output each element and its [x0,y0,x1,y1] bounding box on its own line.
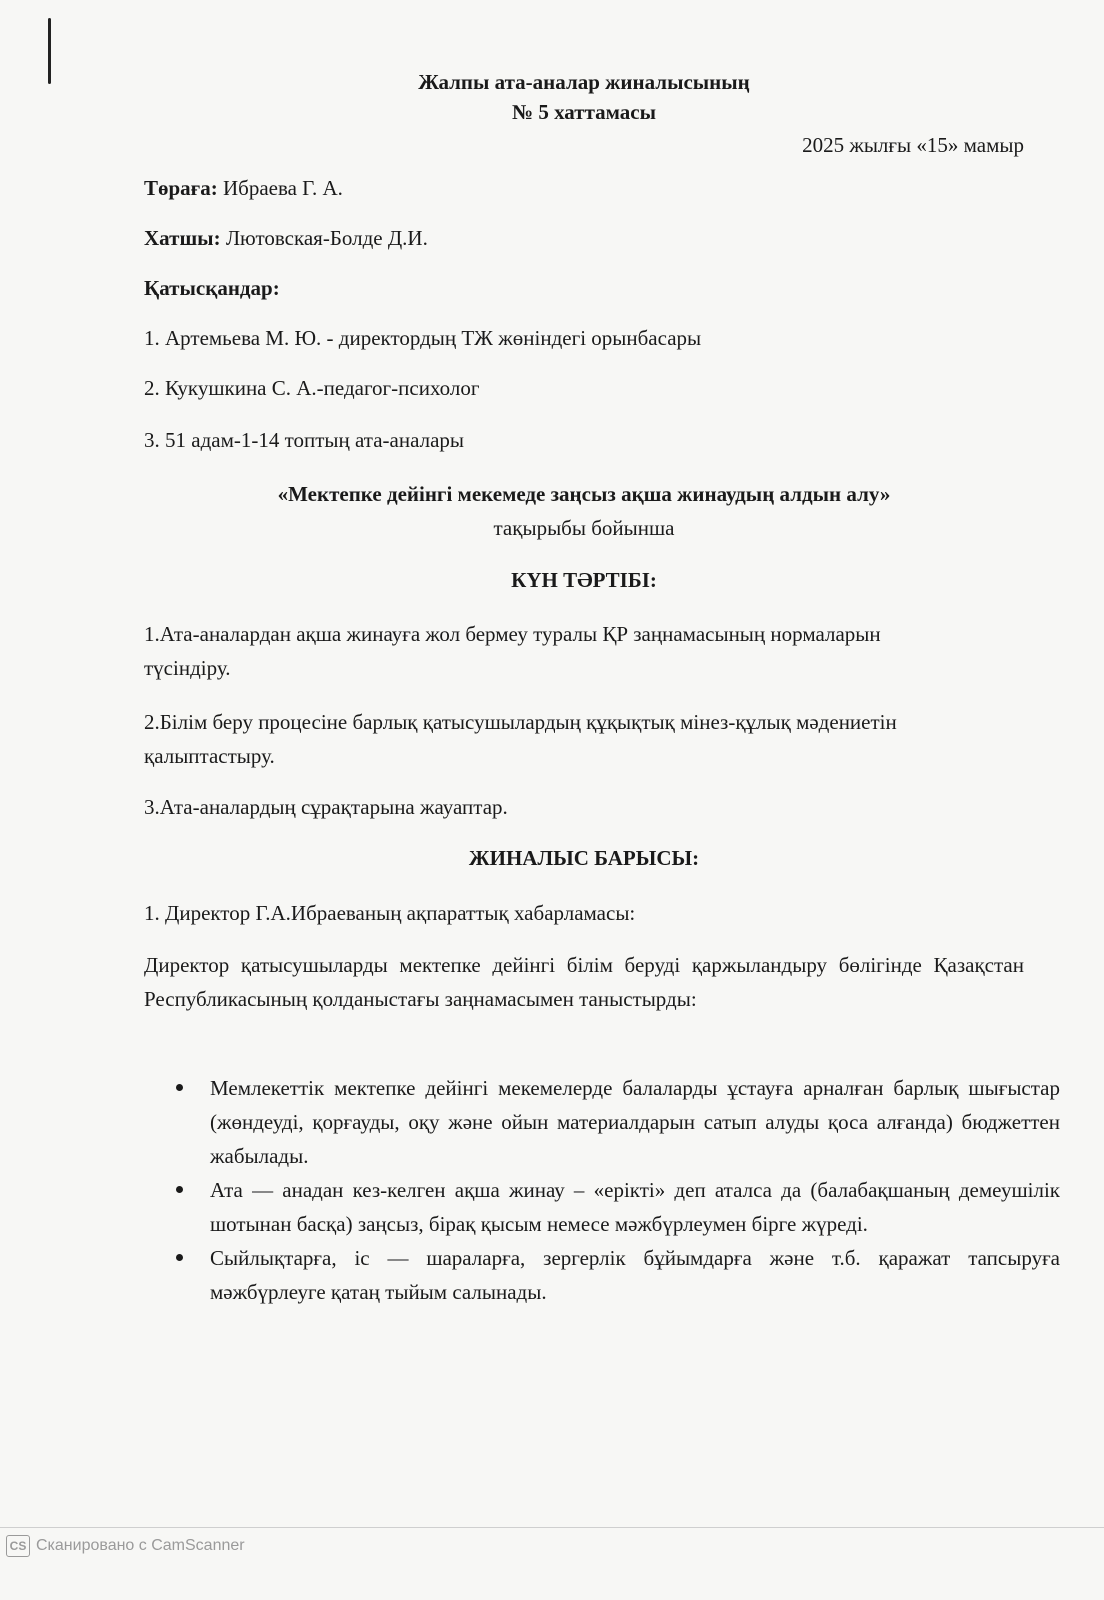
document-title-line1: Жалпы ата-аналар жиналысының [418,70,750,94]
agenda-heading: КҮН ТӘРТІБІ: [511,568,657,592]
scan-edge-mark [48,18,51,84]
proceedings-bullet-list [174,1071,1060,1309]
camscanner-watermark [6,1535,245,1557]
participant-item-2: 2. Кукушкина С. А.-педагог-психолог [144,376,480,400]
agenda-item-2: 2.Білім беру процесіне барлық қатысушылардың құқықтық мінез-құлық мәдениетін қалыптастыру. [144,710,897,768]
topic-subtitle: тақырыбы бойынша [493,516,675,540]
chair-line [144,176,343,201]
proceedings-intro: Директор қатысушыларды мектепке дейінгі білім беруді қаржыландыру бөлігінде Қазақстан Республикасының қолданыстағы заңнамасымен таныстырды: [144,953,1024,1011]
participant-item-1: 1. Артемьева М. Ю. - директордың ТЖ жөніндегі орынбасары [144,326,702,350]
bullet-item-1 [210,1071,1060,1173]
bullet-item-2 [210,1173,1060,1241]
secretary-value: Лютовская-Болде Д.И. [225,226,428,250]
participant-item-3: 3. 51 адам-1-14 топтың ата-аналары [144,428,465,452]
document-title-line2: № 5 хаттамасы [511,100,657,124]
secretary-line [144,226,428,251]
bullet-dot-icon [176,1186,183,1193]
agenda-item-3: 3.Ата-аналардың сұрақтарына жауаптар. [144,795,508,819]
chair-label: Төраға: [144,176,218,200]
document-date: 2025 жылғы «15» мамыр [802,133,1024,157]
proceedings-heading: ЖИНАЛЫС БАРЫСЫ: [468,846,700,870]
bullet-dot-icon [176,1084,183,1091]
proceedings-item1-title: 1. Директор Г.А.Ибраеваның ақпараттық хабарламасы: [144,901,636,925]
camscanner-logo-icon: CS [6,1535,30,1557]
camscanner-watermark-text: Сканировано с CamScanner [36,1537,245,1554]
bullet-text-3: Сыйлықтарға, іс — шараларға, зергерлік бұйымдарға және т.б. қаражат тапсыруға мәжбүрлеуге қатаң тыйым салынады. [210,1246,1060,1304]
bullet-dot-icon [176,1254,183,1261]
topic-title: «Мектепке дейінгі мекемеде заңсыз ақша жинаудың алдын алу» [277,482,891,506]
footer-divider [0,1527,1104,1528]
bullet-text-2: Ата — анадан кез-келген ақша жинау – «ерікті» деп аталса да (балабақшаның демеушілік шотынан басқа) заңсыз, бірақ қысым немесе мәжбүрлеумен бірге жүреді. [210,1178,1060,1236]
bullet-text-1: Мемлекеттік мектепке дейінгі мекемелерде балаларды ұстауға арналған барлық шығыстар (жөндеуді, қорғауды, оқу және ойын материалдарын сатып алуды қоса алғанда) бюджеттен жабылады. [210,1076,1060,1168]
secretary-label: Хатшы: [144,226,221,250]
participants-label: Қатысқандар: [144,276,280,300]
chair-value: Ибраева Г. А. [222,176,343,200]
agenda-item-1: 1.Ата-аналардан ақша жинауға жол бермеу туралы ҚР заңнамасының нормаларын түсіндіру. [144,622,881,680]
bullet-item-3 [210,1241,1060,1309]
